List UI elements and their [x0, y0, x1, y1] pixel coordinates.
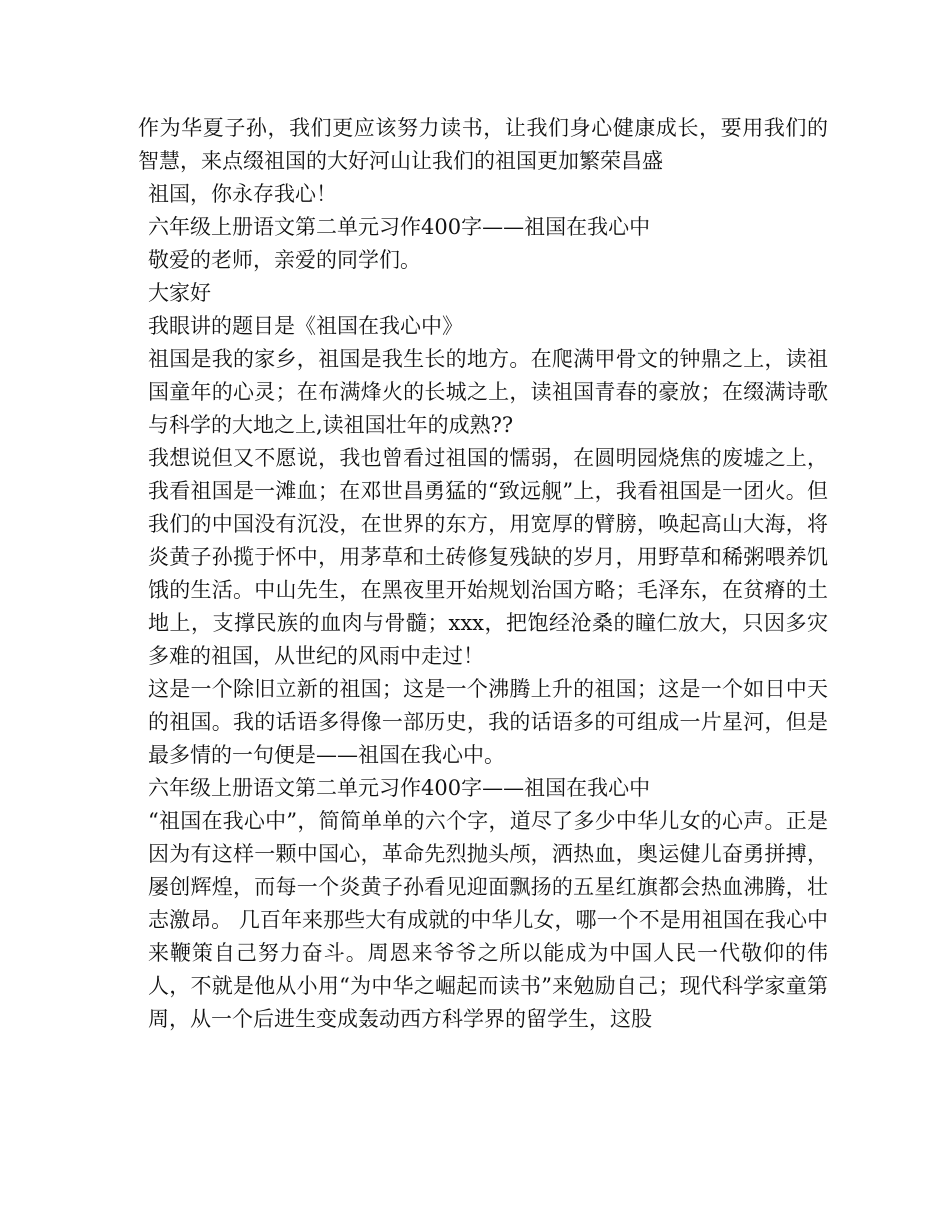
- paragraph-8: 我想说但又不愿说，我也曾看过祖国的懦弱，在圆明园烧焦的废墟之上，我看祖国是一滩血；在邓世昌勇猛的“致远舰”上，我看祖国是一团火。但我们的中国没有沉没，在世界的东方，用宽厚的臂膀，唤起高山大海，将炎黄子孙揽于怀中，用茅草和土砖修复残缺的岁月，用野草和稀粥喂养饥饿的生活。中山先生，在黑夜里开始规划治国方略；毛泽东，在贫瘠的土地上，支撑民族的血肉与骨髓；xxx，把饱经沧桑的瞳仁放大，只因多灾多难的祖国，从世纪的风雨中走过！: [148, 446, 828, 668]
- paragraph-9: 这是一个除旧立新的祖国；这是一个沸腾上升的祖国；这是一个如日中天的祖国。我的话语多得像一部历史，我的话语多的可组成一片星河，但是最多情的一句便是——祖国在我心中。: [148, 677, 828, 767]
- paragraph-4: 敬爱的老师，亲爱的同学们。: [148, 248, 421, 272]
- paragraph-10: 六年级上册语文第二单元习作400字——祖国在我心中: [148, 776, 651, 800]
- paragraph-2: 祖国，你永存我心！: [148, 182, 337, 206]
- paragraph-5: 大家好: [148, 281, 211, 305]
- paragraph-3: 六年级上册语文第二单元习作400字——祖国在我心中: [148, 215, 651, 239]
- document-body: [138, 112, 828, 1036]
- paragraph-1: 作为华夏子孙，我们更应该努力读书，让我们身心健康成长，要用我们的智慧，来点缀祖国的大好河山让我们的祖国更加繁荣昌盛: [138, 116, 828, 173]
- paragraph-11: “祖国在我心中”，简简单单的六个字，道尽了多少中华儿女的心声。正是因为有这样一颗中国心，革命先烈抛头颅，洒热血，奥运健儿奋勇拼搏，屡创辉煌，而每一个炎黄子孙看见迎面飘扬的五星红旗都会热血沸腾，壮志激昂。 几百年来那些大有成就的中华儿女，哪一个不是用祖国在我心中来鞭策自己努力奋斗。周恩来爷爷之所以能成为中国人民一代敬仰的伟人，不就是他从小用“为中华之崛起而读书”来勉励自己；现代科学家童第周，从一个后进生变成轰动西方科学界的留学生，这股: [148, 809, 828, 1031]
- paragraph-7: 祖国是我的家乡，祖国是我生长的地方。在爬满甲骨文的钟鼎之上，读祖国童年的心灵；在布满烽火的长城之上，读祖国青春的豪放；在缀满诗歌与科学的大地之上,读祖国壮年的成熟??: [148, 347, 828, 437]
- paragraph-6: 我眼讲的题目是《祖国在我心中》: [148, 314, 463, 338]
